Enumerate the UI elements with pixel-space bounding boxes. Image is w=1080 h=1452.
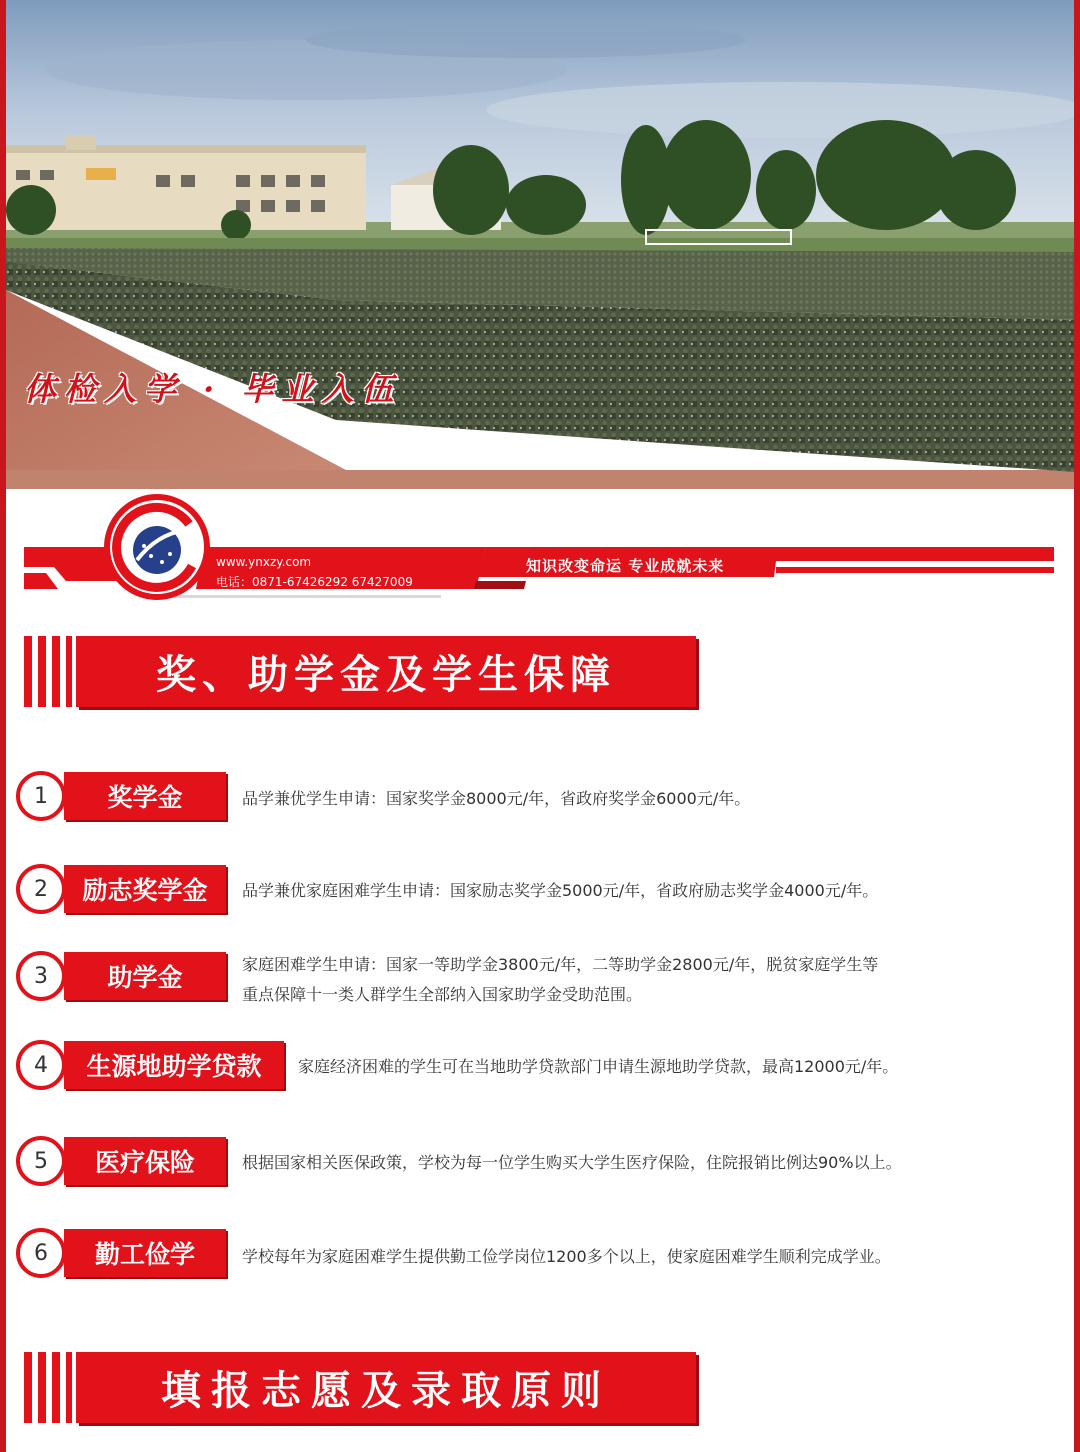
item-label: 生源地助学贷款 [64, 1041, 284, 1089]
description-line: 学校每年为家庭困难学生提供勤工俭学岗位1200多个以上，使家庭困难学生顺利完成学业。 [242, 1247, 891, 1266]
item-description [242, 950, 878, 1010]
item-description [298, 1054, 898, 1079]
hero-photo [6, 0, 1074, 489]
item-number: 5 [16, 1136, 66, 1186]
item-description [242, 786, 750, 811]
item-label: 励志奖学金 [64, 865, 226, 913]
motto-slogan: 知识改变命运 专业成就未来 [526, 557, 725, 575]
description-line: 根据国家相关医保政策，学校为每一位学生购买大学生医疗保险，住院报销比例达90%以上。 [242, 1153, 902, 1172]
item-number: 2 [16, 864, 66, 914]
college-logo [104, 494, 210, 600]
brochure-page [6, 0, 1074, 1452]
item-label: 奖学金 [64, 772, 226, 820]
item-description [242, 878, 878, 903]
item-description [242, 1150, 902, 1175]
description-line: 家庭经济困难的学生可在当地助学贷款部门申请生源地助学贷款，最高12000元/年。 [298, 1057, 899, 1076]
site-url[interactable]: www.ynxzy.com [216, 555, 312, 569]
item-number: 1 [16, 771, 66, 821]
section2-title: 填报志愿及录取原则 [76, 1352, 696, 1423]
hero-slogan: 体检入学 · 毕业入伍 [24, 370, 402, 408]
item-number: 3 [16, 951, 66, 1001]
section2-stripes [24, 1352, 74, 1423]
item-number: 4 [16, 1040, 66, 1090]
item-label: 医疗保险 [64, 1137, 226, 1185]
description-line: 品学兼优学生申请：国家奖学金8000元/年，省政府奖学金6000元/年。 [242, 789, 751, 808]
description-line: 重点保障十一类人群学生全部纳入国家助学金受助范围。 [242, 985, 643, 1004]
item-label: 勤工俭学 [64, 1229, 226, 1277]
item-label: 助学金 [64, 952, 226, 1000]
section1-stripes [24, 636, 74, 707]
item-description [242, 1244, 891, 1269]
section1-title: 奖、助学金及学生保障 [76, 636, 696, 707]
description-line: 家庭困难学生申请：国家一等助学金3800元/年，二等助学金2800元/年，脱贫家庭学生等 [242, 955, 879, 974]
description-line: 品学兼优家庭困难学生申请：国家励志奖学金5000元/年，省政府励志奖学金4000元/年。 [242, 881, 879, 900]
site-phone: 电话：0871-67426292 67427009 [216, 575, 413, 589]
item-number: 6 [16, 1228, 66, 1278]
